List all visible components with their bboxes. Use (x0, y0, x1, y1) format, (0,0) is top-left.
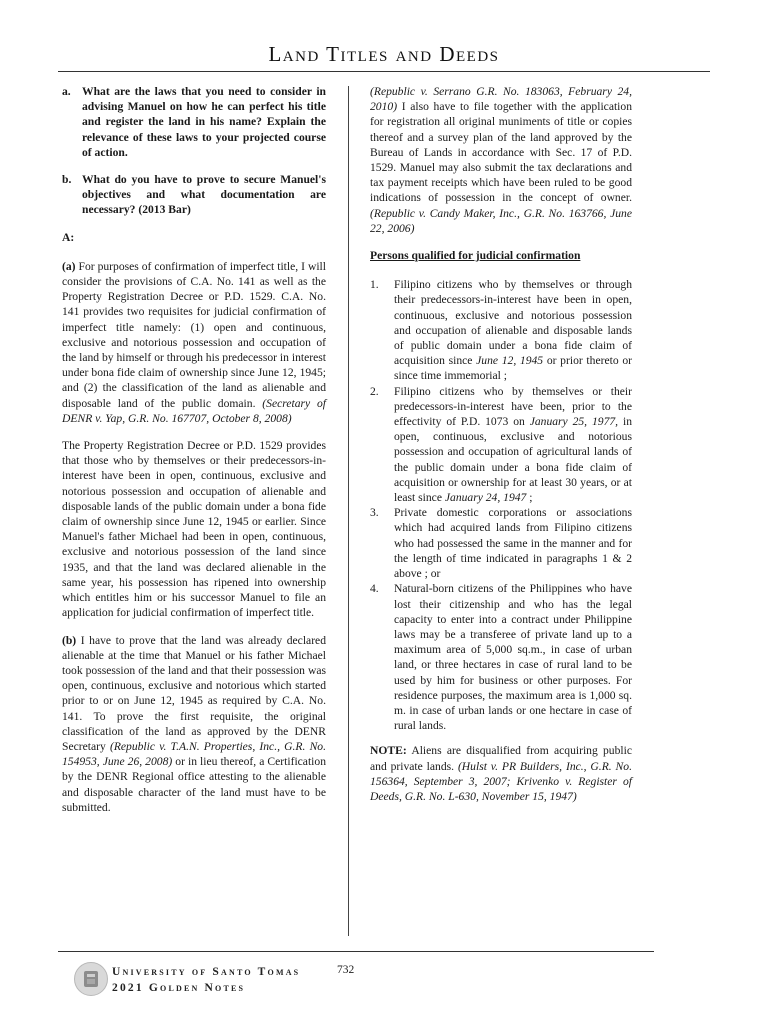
right-column (370, 84, 632, 816)
list-item-number: 1. (370, 278, 379, 292)
continued-citation-2: (Republic v. Candy Maker, Inc., G.R. No. 163766, June 22, 2006) (370, 206, 632, 235)
list-item (370, 505, 632, 581)
continued-paragraph (370, 84, 632, 236)
university-seal-icon (74, 962, 108, 996)
list-item (370, 581, 632, 733)
list-item-text (394, 384, 632, 506)
answer-b-lead: (b) (62, 633, 77, 647)
list-item-text: Private domestic corporations or associations which had acquired lands from Filipino citizens who had possessed the same in the manner and for the length of time indicated in paragraphs 1 & 2 above ; or (394, 506, 632, 581)
list-item-text-part: Filipino citizens who by themselves or through their predecessors-in-interest have been in open, continuous, exclusive and notorious possession and occupation of alienable and disposable lands of public domain under a bona fide claim of acquisition since (394, 278, 632, 368)
list-item-text-part: ; (526, 491, 533, 505)
question-a-label: a. (62, 85, 71, 98)
left-column (62, 84, 326, 827)
page-number: 732 (337, 964, 355, 976)
note-paragraph (370, 743, 632, 804)
question-b-text: What do you have to prove to secure Manuel's objectives and what documentation are necessary? (2013 Bar) (82, 173, 326, 217)
footer-university: University of Santo Tomas (112, 966, 301, 978)
header-rule (58, 71, 710, 72)
list-item (370, 384, 632, 506)
answer-a-lead: (a) (62, 259, 76, 273)
section-heading: Persons qualified for judicial confirmation (370, 249, 581, 263)
footer-rule (58, 951, 654, 952)
question-b (62, 172, 326, 218)
note-label: NOTE: (370, 744, 407, 758)
question-b-label: b. (62, 173, 72, 187)
list-item-number: 2. (370, 384, 379, 398)
list-item-date: January 24, 1947 (444, 491, 527, 505)
column-divider (348, 86, 349, 936)
question-a-text: What are the laws that you need to consider in advising Manuel on how he can perfect his title and register the land in his name? Explain the relevance of these laws to your projected course of action. (82, 85, 326, 159)
continued-citation-1: (Republic v. Serrano G.R. No. 183063, February 24, 2010) (370, 85, 632, 114)
qualified-persons-list (370, 277, 632, 733)
page-title: Land Titles and Deeds (268, 42, 500, 66)
answer-a-text: For purposes of confirmation of imperfect title, I will consider the provisions of C.A. No. 141 as well as the Property Registration Decree or P.D. 1529. C.A. No. 141 provides two requisites for judicial confirmation of imperfect title namely: (1) open and continuous, exclusive and notorious possession and occupation of the land by himself or through his predecessor in interest under bona fide claim of ownership since June 12, 1945; and (2) the classification of the land as alienable and disposable land of the public domain. (62, 259, 326, 410)
note-text: Aliens are disqualified from acquiring public and private lands. (370, 744, 632, 773)
answer-label: A: (62, 230, 75, 244)
answer-b-text-1: I have to prove that the land was already declared alienable at the time that Manuel or his father Michael took possession of the land and that their possession was open, continuous, exclusive and notorious which started prior to or on June 12, 1945 as required by C.A. No. 141. To prove the first requisite, the original classification of the land as approved by the DENR Secretary (62, 633, 326, 753)
list-item-text-part: or prior thereto or since time immemorial ; (394, 354, 632, 383)
list-item-text-part: in open, continuous, exclusive and notorious possession and occupation of agricultural lands of the public domain under a bona fide claim of acquisition or ownership for at least 30 years, or at least since (394, 415, 632, 505)
list-item-date: January 25, 1977, (529, 415, 619, 429)
list-item-date: June 12, 1945 (476, 354, 544, 368)
answer-a-citation: (Secretary of DENR v. Yap, G.R. No. 167707, October 8, 2008) (62, 396, 326, 425)
list-item-number: 3. (370, 506, 379, 520)
continued-text: I also have to file together with the application for registration all original muniments of title or copies thereof and a survey plan of the land approved by the Bureau of Lands in accordance with Sec. 17 of P.D. 1529. Manuel may also submit the tax declarations and tax payment receipts which have been ruled to be good indications of possession in the concept of owner. (370, 100, 632, 205)
list-item-text-part: Filipino citizens who by themselves or their predecessors-in-interest have been, prior to the effectivity of P.D. 1073 on (394, 384, 632, 429)
pd1529-paragraph: The Property Registration Decree or P.D. 1529 provides that those who by themselves or their predecessors-in-interest have been in open, continuous, exclusive and notorious possession and occupation of alienable and disposable lands of the public domain under a bona fide claim of ownership since June 12, 1945 or earlier. Since Manuel's father Michael had been in open, continuous, exclusive and notorious possession of the land since 1935, and that the land was declared alienable in the same year, his possession has ripened into ownership which entitles him or his successor Manuel to file an application for judicial confirmation of imperfect title. (62, 439, 326, 620)
list-item (370, 277, 632, 383)
footer-edition: 2021 Golden Notes (112, 982, 246, 994)
answer-b-citation: (Republic v. T.A.N. Properties, Inc., G.R. No. 154953, June 26, 2008) (62, 739, 327, 769)
list-item-text (394, 277, 632, 383)
list-item-text: Natural-born citizens of the Philippines who have lost their citizenship and who has the legal capacity to enter into a contract under Philippine laws may be a transferee of private land up to a maximum area of 5,000 sq.m., in case of urban land, or three hectares in case of rural land to be used by him for business or other purposes. For residence purposes, the maximum area is 1,000 sq. m. in case of urban lands or one hectare in case of rural lands. (394, 582, 632, 733)
list-item-number: 4. (370, 582, 379, 596)
question-a (62, 84, 326, 160)
answer-a-paragraph (62, 259, 326, 426)
note-citation: (Hulst v. PR Builders, Inc., G.R. No. 156364, September 3, 2007; Krivenko v. Register of Deeds, G.R. No. L-630, November 15, 1947) (370, 759, 632, 803)
answer-b-text-2: or in lieu thereof, a Certification by the DENR Regional office attesting to the alienable and disposable character of the land must have to be submitted. (62, 755, 326, 814)
answer-b-paragraph (62, 633, 326, 815)
